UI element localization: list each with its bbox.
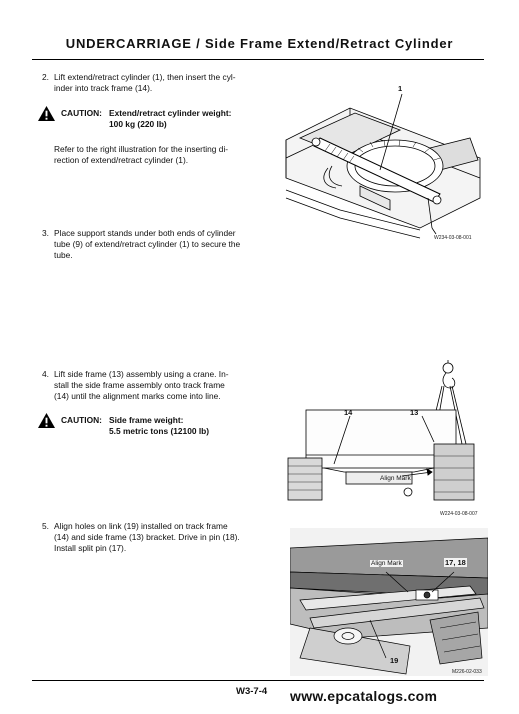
step-line: Lift extend/retract cylinder (1), then insert the cyl- [54,72,236,82]
side-frame-lifting-illustration [284,360,488,522]
callout-side-frame: 13 [410,408,419,417]
figure-code: M226-02-033 [452,669,482,675]
figure-code: W234-03-08-001 [434,235,472,241]
callout-link: 19 [390,656,399,665]
caution-value: 100 kg (220 lb) [109,119,167,129]
callout-cylinder: 1 [398,84,403,93]
step-line: Lift side frame (13) assembly using a crane. In- [54,369,229,379]
header-rule [32,59,484,60]
note-inserting-direction [54,144,254,166]
callout-align-mark: Align Mark [380,475,411,482]
step-number: 3. [42,228,49,238]
caution-label: CAUTION: [61,415,102,425]
footer-rule [32,680,484,681]
step-line: Place support stands under both ends of cylinder [54,228,236,238]
caution-value: 5.5 metric tons (12100 lb) [109,426,210,436]
step-line: (14) and side frame (13) bracket. Drive in pin (18). [54,532,240,542]
step-text [54,521,254,554]
figure-side-frame-lifting [284,360,488,522]
figure-code: W224-03-08-007 [440,511,478,517]
step-text [54,228,254,261]
step-line: tube (9) of extend/retract cylinder (1) to secure the [54,239,241,249]
step-line: (14) until the alignment marks come into line. [54,391,221,401]
callout-pin-split-pin: 17, 18 [445,558,466,567]
page-title: UNDERCARRIAGE / Side Frame Extend/Retract Cylinder [65,36,454,51]
caution-text: Side frame weight: [109,415,184,425]
callout-align-mark: Align Mark [371,560,402,567]
caution-text: Extend/retract cylinder weight: [109,108,232,118]
note-line: Refer to the right illustration for the inserting di- [54,144,229,154]
warning-triangle-icon [37,105,56,122]
step-number: 5. [42,521,49,531]
cylinder-insertion-illustration [280,78,486,246]
step-number: 4. [42,369,49,379]
step-line: Install split pin (17). [54,543,127,553]
note-line: rection of extend/retract cylinder (1). [54,155,189,165]
step-number: 2. [42,72,49,82]
page-number: W3-7-4 [236,686,268,697]
figure-link-alignment [290,528,488,676]
link-alignment-illustration [290,528,488,676]
figure-cylinder-insertion [280,78,486,246]
step-text [54,369,254,402]
step-text [54,72,254,94]
step-line: stall the side frame assembly onto track frame [54,380,225,390]
step-line: tube. [54,250,73,260]
watermark: www.epcatalogs.com [290,688,438,704]
step-line: Align holes on link (19) installed on track frame [54,521,228,531]
caution-label: CAUTION: [61,108,102,118]
warning-triangle-icon [37,412,56,429]
callout-track-frame: 14 [344,408,353,417]
step-line: inder into track frame (14). [54,83,153,93]
